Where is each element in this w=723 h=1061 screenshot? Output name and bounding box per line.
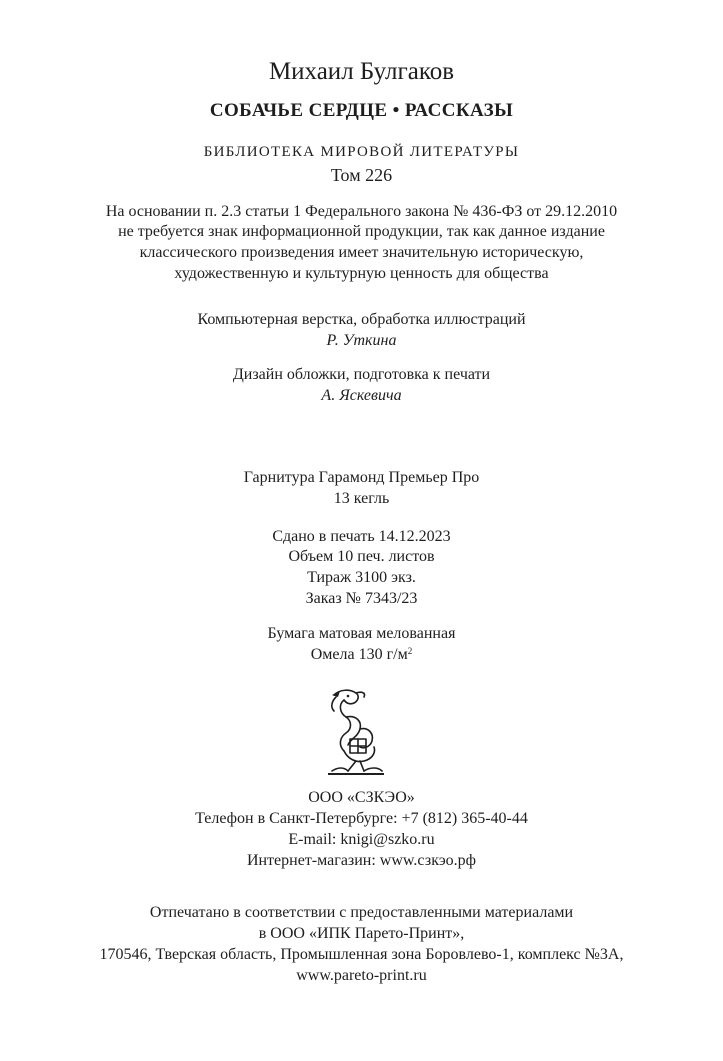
legal-notice-line: классического произведения имеет значительную историческую,	[139, 244, 584, 261]
paper-brand-superscript: 2	[407, 646, 413, 656]
publisher-phone: Телефон в Санкт-Петербурге: +7 (812) 365-40-44	[195, 810, 528, 827]
dragon-emblem-icon	[326, 687, 386, 777]
layout-credit-name: Р. Уткина	[326, 332, 397, 349]
legal-notice-line: На основании п. 2.3 статьи 1 Федерального закона № 436-ФЗ от 29.12.2010	[105, 203, 618, 220]
print-date: Сдано в печать 14.12.2023	[272, 528, 451, 545]
publisher-name: ООО «СЗКЭО»	[308, 789, 415, 806]
book-title: СОБАЧЬЕ СЕРДЦЕ • РАССКАЗЫ	[209, 100, 514, 121]
printer-line: 170546, Тверская область, Промышленная зона Боровлево-1, комплекс №3А,	[99, 946, 624, 963]
volume-number: Том 226	[330, 165, 393, 185]
cover-credit-role: Дизайн обложки, подготовка к печати	[232, 366, 491, 383]
printer-line: Отпечатано в соответствии с предоставленными материалами	[149, 904, 574, 921]
publisher-email: E-mail: knigi@szko.ru	[288, 831, 435, 848]
paper-brand-text: Омела 130 г/м	[310, 646, 408, 663]
author-name: Михаил Булгаков	[268, 58, 455, 85]
printer-line: в ООО «ИПК Парето-Принт»,	[258, 925, 465, 942]
print-volume: Объем 10 печ. листов	[288, 548, 435, 565]
layout-credit-role: Компьютерная верстка, обработка иллюстраций	[197, 311, 526, 328]
paper-type: Бумага матовая мелованная	[267, 625, 456, 642]
legal-notice-line: не требуется знак информационной продукции, так как данное издание	[118, 223, 605, 240]
paper-brand	[0, 645, 723, 665]
series-name: БИБЛИОТЕКА МИРОВОЙ ЛИТЕРАТУРЫ	[203, 144, 520, 160]
typeface-info: Гарнитура Гарамонд Премьер Про	[243, 469, 480, 486]
cover-credit-name: А. Яскевича	[321, 387, 402, 404]
type-size-info: 13 кегль	[333, 490, 390, 507]
print-circulation: Тираж 3100 экз.	[307, 569, 416, 586]
printer-line: www.pareto-print.ru	[296, 967, 427, 984]
legal-notice-line: художественную и культурную ценность для общества	[174, 265, 549, 282]
print-order: Заказ № 7343/23	[305, 590, 418, 607]
publisher-shop: Интернет-магазин: www.сзкэо.рф	[246, 852, 477, 869]
